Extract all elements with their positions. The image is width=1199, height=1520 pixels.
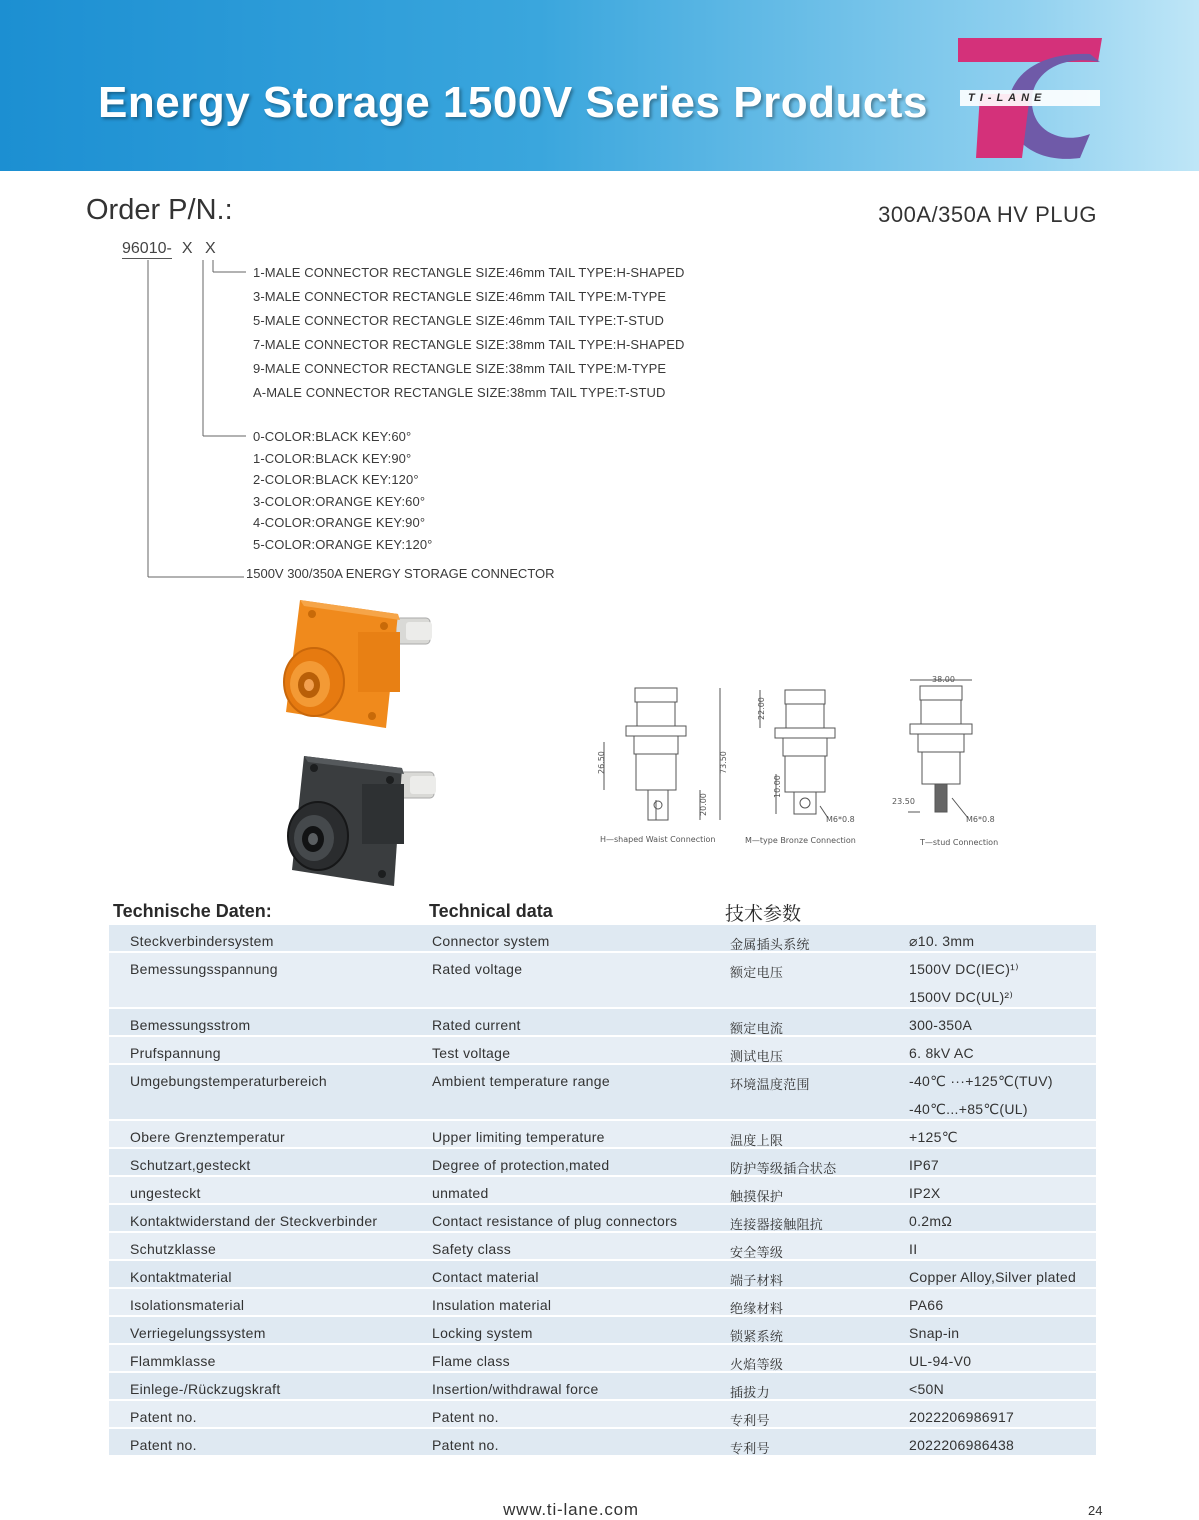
cell-en: Safety class	[432, 1241, 512, 1257]
cell-de: Schutzart,gesteckt	[130, 1157, 251, 1173]
cell-value: 2022206986438	[909, 1437, 1015, 1453]
cell-cn: 额定电流	[730, 1021, 784, 1036]
cell-value: 1500V DC(IEC)¹⁾	[909, 961, 1019, 977]
table-row	[109, 1373, 1096, 1401]
cell-de: Flammklasse	[130, 1353, 216, 1369]
order-pn-label: Order P/N.:	[86, 194, 233, 226]
table-row	[109, 1009, 1096, 1037]
color-option: 4-COLOR:ORANGE KEY:90°	[253, 515, 426, 530]
cell-cn: 锁紧系统	[730, 1329, 784, 1344]
cell-value: Copper Alloy,Silver plated	[909, 1269, 1077, 1285]
table-row	[109, 1345, 1096, 1373]
table-row	[109, 1205, 1096, 1233]
table-row	[109, 1233, 1096, 1261]
cell-value: Snap-in	[909, 1325, 960, 1341]
cell-de: Isolationsmaterial	[130, 1297, 245, 1313]
cell-value: IP2X	[909, 1185, 941, 1201]
cell-value: ⌀10. 3mm	[909, 933, 975, 949]
cell-en: Rated current	[432, 1017, 521, 1033]
cell-en: Locking system	[432, 1325, 533, 1341]
cell-cn: 环境温度范围	[730, 1077, 810, 1092]
connector-option: 3-MALE CONNECTOR RECTANGLE SIZE:46mm TAIL TYPE:M-TYPE	[253, 289, 667, 304]
cell-en: Degree of protection,mated	[432, 1157, 610, 1173]
color-option: 1-COLOR:BLACK KEY:90°	[253, 451, 412, 466]
table-head-chinese: 技术参数	[725, 904, 802, 925]
drawing-t-stud	[908, 680, 972, 818]
thread-t: M6*0.8	[966, 815, 995, 824]
table-row	[109, 1317, 1096, 1345]
cell-de: Bemessungsspannung	[130, 961, 278, 977]
orange-connector-image	[268, 592, 444, 734]
cell-value: IP67	[909, 1157, 939, 1173]
cell-value: II	[909, 1241, 918, 1257]
logo-text: TI-LANE	[968, 92, 1047, 104]
table-row	[109, 1149, 1096, 1177]
table-row	[109, 1289, 1096, 1317]
table-row	[109, 925, 1096, 953]
cell-en: Patent no.	[432, 1437, 499, 1453]
black-connector-image	[282, 750, 442, 888]
page-title: Energy Storage 1500V Series Products	[98, 78, 928, 127]
page-number: 24	[1088, 1503, 1103, 1518]
connector-option: A-MALE CONNECTOR RECTANGLE SIZE:38mm TAIL TYPE:T-STUD	[253, 385, 666, 400]
technical-drawings	[590, 672, 1020, 852]
drawing-m-type	[760, 690, 835, 818]
table-row	[109, 1261, 1096, 1289]
cell-cn: 专利号	[730, 1413, 770, 1428]
dim-2350: 23.50	[892, 797, 915, 806]
color-option: 3-COLOR:ORANGE KEY:60°	[253, 494, 426, 509]
cell-value-2: -40℃...+85℃(UL)	[909, 1101, 1028, 1117]
cell-en: Upper limiting temperature	[432, 1129, 605, 1145]
pn-suffix: X X	[181, 240, 220, 257]
cell-de: Schutzklasse	[130, 1241, 217, 1257]
cell-en: Patent no.	[432, 1409, 499, 1425]
cell-cn: 专利号	[730, 1441, 770, 1456]
cell-en: Insulation material	[432, 1297, 552, 1313]
cell-cn: 防护等级插合状态	[730, 1161, 837, 1176]
cell-en: Rated voltage	[432, 961, 523, 977]
product-label: 300A/350A HV PLUG	[878, 202, 1097, 227]
dim-2000: 20.00	[699, 793, 708, 816]
connector-option: 5-MALE CONNECTOR RECTANGLE SIZE:46mm TAIL TYPE:T-STUD	[253, 313, 665, 328]
dim-1000: 10.00	[773, 775, 782, 798]
connector-option: 9-MALE CONNECTOR RECTANGLE SIZE:38mm TAIL TYPE:M-TYPE	[253, 361, 667, 376]
technical-data-table	[109, 925, 1096, 1457]
cell-en: Contact resistance of plug connectors	[432, 1213, 678, 1229]
cell-de: Verriegelungssystem	[130, 1325, 266, 1341]
cell-cn: 端子材料	[730, 1273, 784, 1288]
table-row	[109, 953, 1096, 1009]
cell-de: Umgebungstemperaturbereich	[130, 1073, 327, 1089]
color-option: 0-COLOR:BLACK KEY:60°	[253, 429, 412, 444]
label-t-stud: T—stud Connection	[920, 838, 999, 847]
cell-de: Einlege-/Rückzugskraft	[130, 1381, 281, 1397]
cell-value-2: 1500V DC(UL)²⁾	[909, 989, 1014, 1005]
table-row	[109, 1037, 1096, 1065]
dim-3800: 38.00	[932, 675, 955, 684]
cell-de: Bemessungsstrom	[130, 1017, 251, 1033]
cell-cn: 安全等级	[730, 1245, 784, 1260]
dim-2200: 22.00	[757, 697, 766, 720]
cell-cn: 温度上限	[730, 1133, 784, 1148]
cell-value: -40℃ ···+125℃(TUV)	[909, 1073, 1053, 1089]
cell-en: Contact material	[432, 1269, 539, 1285]
cell-value: +125℃	[909, 1129, 958, 1145]
pn-prefix: 96010-	[122, 240, 172, 257]
color-option: 2-COLOR:BLACK KEY:120°	[253, 472, 419, 487]
cell-cn: 插拔力	[730, 1385, 770, 1400]
connector-option: 1-MALE CONNECTOR RECTANGLE SIZE:46mm TAIL TYPE:H-SHAPED	[253, 265, 685, 280]
table-row	[109, 1429, 1096, 1457]
cell-value: UL-94-V0	[909, 1353, 972, 1369]
table-head-english: Technical data	[429, 901, 553, 921]
cell-de: Steckverbindersystem	[130, 933, 274, 949]
footer-url[interactable]: www.ti-lane.com	[503, 1500, 639, 1519]
cell-value: 2022206986917	[909, 1409, 1015, 1425]
color-option: 5-COLOR:ORANGE KEY:120°	[253, 537, 433, 552]
cell-cn: 绝缘材料	[730, 1301, 784, 1316]
cell-value: <50N	[909, 1381, 945, 1397]
cell-en: Insertion/withdrawal force	[432, 1381, 599, 1397]
cell-cn: 额定电压	[730, 965, 784, 980]
table-row	[109, 1177, 1096, 1205]
label-h-shaped: H—shaped Waist Connection	[600, 835, 716, 844]
label-m-type: M—type Bronze Connection	[745, 836, 856, 845]
cell-cn: 测试电压	[730, 1049, 784, 1064]
cell-en: Ambient temperature range	[432, 1073, 610, 1089]
cell-en: unmated	[432, 1185, 489, 1201]
connector-option: 7-MALE CONNECTOR RECTANGLE SIZE:38mm TAIL TYPE:H-SHAPED	[253, 337, 685, 352]
table-row	[109, 1401, 1096, 1429]
cell-de: Kontaktwiderstand der Steckverbinder	[130, 1213, 378, 1229]
cell-value: 0.2mΩ	[909, 1213, 953, 1229]
cell-de: Patent no.	[130, 1437, 197, 1453]
cell-de: Patent no.	[130, 1409, 197, 1425]
dim-7350: 73.50	[719, 751, 728, 774]
cell-cn: 连接器接触阻抗	[730, 1217, 824, 1232]
base-product-line: 1500V 300/350A ENERGY STORAGE CONNECTOR	[246, 566, 555, 581]
cell-value: PA66	[909, 1297, 944, 1313]
cell-de: ungesteckt	[130, 1185, 201, 1201]
dim-2650: 26.50	[597, 751, 606, 774]
table-row	[109, 1065, 1096, 1121]
cell-cn: 触摸保护	[730, 1189, 784, 1204]
cell-en: Test voltage	[432, 1045, 511, 1061]
table-head-german: Technische Daten:	[113, 901, 272, 921]
cell-cn: 金属插头系统	[730, 937, 810, 952]
pn-code	[122, 240, 220, 258]
cell-cn: 火焰等级	[730, 1357, 784, 1372]
cell-de: Kontaktmaterial	[130, 1269, 232, 1285]
cell-en: Connector system	[432, 933, 550, 949]
cell-de: Obere Grenztemperatur	[130, 1129, 285, 1145]
table-row	[109, 1121, 1096, 1149]
cell-value: 6. 8kV AC	[909, 1045, 974, 1061]
thread-m: M6*0.8	[826, 815, 855, 824]
cell-en: Flame class	[432, 1353, 510, 1369]
cell-de: Prufspannung	[130, 1045, 221, 1061]
cell-value: 300-350A	[909, 1017, 973, 1033]
